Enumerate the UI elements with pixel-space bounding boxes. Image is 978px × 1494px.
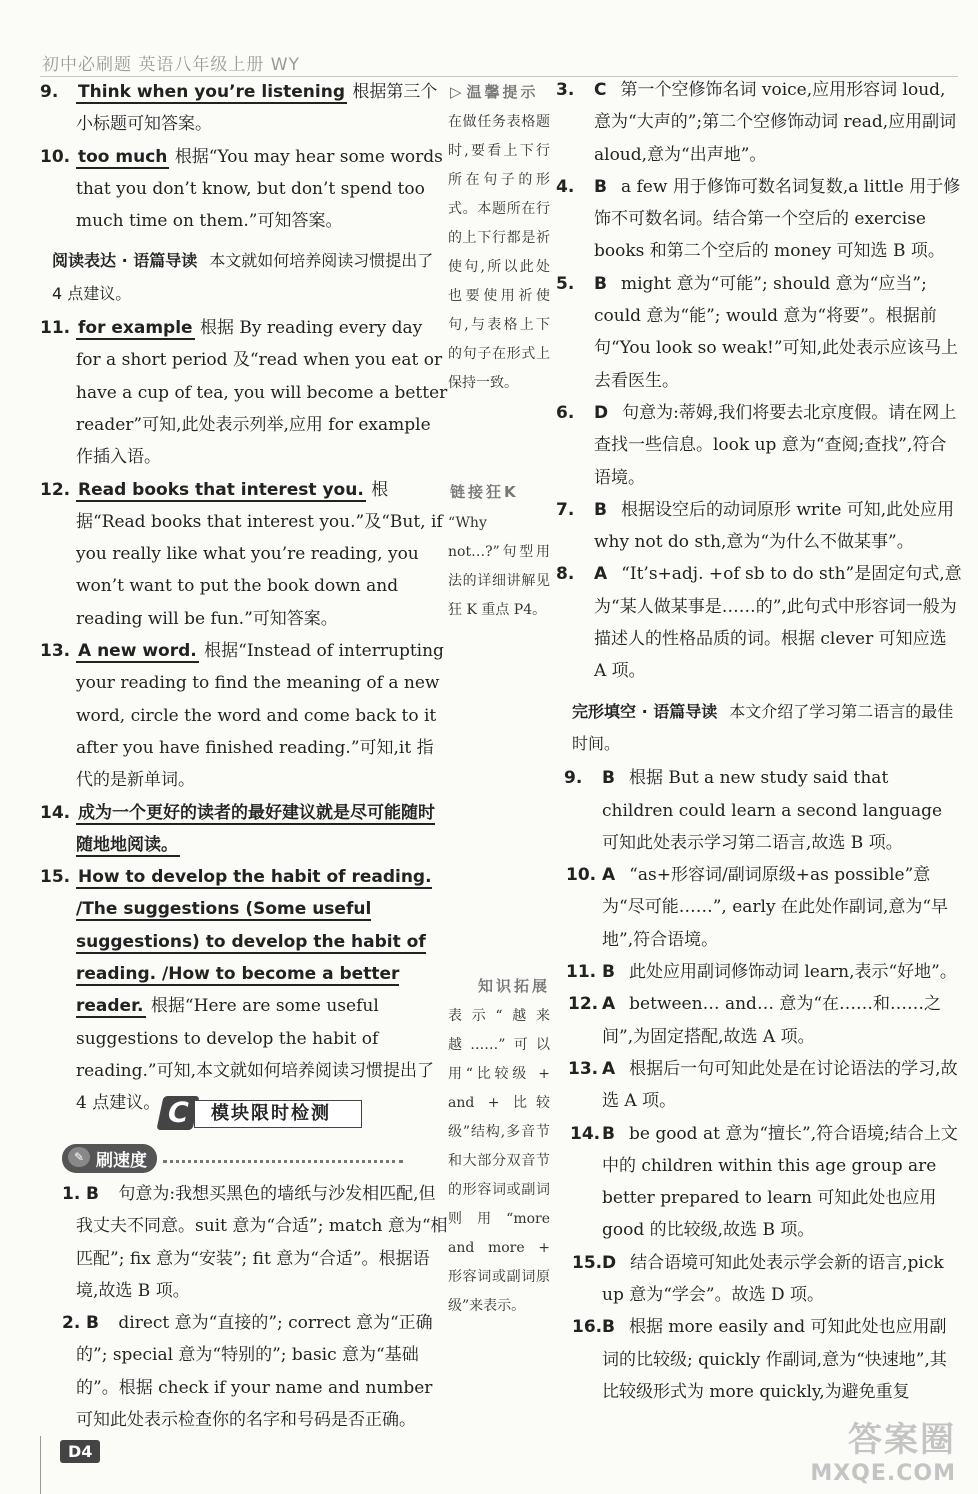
tip-knowledge-text: 表示“越来越……”可以用“比较级 + and + 比较级”结构,多音节和大部分双音节的形容词或副词则用“more and more + 形容词或副词原级”来表示。 [448, 1007, 550, 1314]
item-answer: B [594, 499, 607, 520]
item-explanation: 根据“You may hear some words that you don’t know, but don’t spend too much time on them.”可知答案。 [76, 146, 443, 232]
tips-column [448, 76, 550, 1321]
tip-heading-knowledge: 知识拓展 [477, 976, 550, 995]
answer-item-12 [40, 474, 448, 635]
answer-item-15 [40, 861, 448, 1119]
answer-item-r6: 6. D 句意为:蒂姆,我们将要去北京度假。请在网上查找一些信息。look up 意为“查阅;查找”,符合语境。 [556, 402, 957, 488]
section-text: 本文就如何培养阅读习惯提出了 4 点建议。 [52, 251, 434, 303]
answer-item-13 [40, 635, 448, 796]
item-answer: 成为一个更好的读者的最好建议就是尽可能随时随地地阅读。 [76, 802, 435, 855]
item-answer: A [602, 994, 616, 1015]
item-answer: How to develop the habit of reading. /The suggestions (Some useful suggestions) to develop the habit of reading. /How to become a better reader. [76, 867, 432, 1017]
right-column [556, 74, 962, 1408]
item-explanation: 根据“Read books that interest you.”及“But, if you really like what you’re reading, you won’t want to put the book down and reading will be fun.”可知答案。 [76, 479, 443, 629]
tip-warm-text: 在做任务表格题时,要看上下行所在句子的形式。本题所在行的上下行都是祈使句,所以此处也要使用祈使句,与表格上下的句子在形式上保持一致。 [448, 114, 550, 392]
answer-item-r15: 15. D 结合语境可知此处表示学会新的语言,pick up 意为“学会”。故选 D 项。 [572, 1252, 944, 1305]
item-answer: A [594, 564, 608, 585]
answer-item-1 [40, 1178, 448, 1307]
page-number: D4 [60, 1440, 100, 1463]
item-answer: B [86, 1184, 99, 1204]
tip-link-text: “Why not…?”句型用法的详细讲解见狂 K 重点 P4。 [448, 514, 550, 618]
answer-item-r4: 4. B a few 用于修饰可数名词复数,a little 用于修饰不可数名词。结合第一个空后的 exercise books 和第二个空后的 money 可知选 B 项。 [556, 176, 961, 262]
item-explanation: “It’s+adj. +of sb to do sth”是固定句式,意为“某人做某事是……的”,此句式中形容词一般为描述人的性格品质的词。根据 clever 可知应选 A 项。 [594, 564, 962, 682]
dotted-rule [163, 1160, 403, 1163]
item-explanation: 第一个空修饰名词 voice,应用形容词 loud,意为“大声的”;第二个空修饰动词 read,应用副词 aloud,意为“出声地”。 [594, 80, 957, 165]
item-explanation: might 意为“可能”; should 意为“应当”; could 意为“能”; would 意为“将要”。根据前句“You look so weak!”可知,此处表示应该马上去看医生。 [594, 273, 958, 391]
item-answer: B [602, 1123, 615, 1144]
item-number: 9. [40, 82, 59, 102]
item-number: 11. [40, 318, 71, 339]
item-explanation: 根据后一句可知此处是在讨论语法的学习,故选 A 项。 [602, 1058, 958, 1112]
answer-item-r12: 12. A between… and… 意为“在……和……之间”,为固定搭配,故选 A 项。 [568, 994, 942, 1047]
answer-item-r8: 8. A “It’s+adj. +of sb to do sth”是固定句式,意为“某人做某事是……的”,此句式中形容词一般为描述人的性格品质的词。根据 clever 可知应选 A 项。 [556, 564, 962, 682]
cloze-section-intro [572, 696, 962, 761]
module-title: 模块限时检测 [194, 1100, 362, 1128]
item-explanation: 句意为:我想买黑色的墙纸与沙发相匹配,但我丈夫不同意。suit 意为“合适”; match 意为“相匹配”; fix 意为“安装”; fit 意为“合适”。根据语境,故选 B 项。 [76, 1184, 448, 1301]
item-answer: Think when you’re listening [78, 82, 345, 102]
speed-icon: ✎ [68, 1147, 90, 1167]
watermark-url: MXQE.COM [810, 1461, 956, 1486]
item-answer: for example [78, 318, 193, 339]
item-answer: A [602, 1058, 616, 1079]
item-explanation: 根据“Instead of interrupting your reading to find the meaning of a new word, circle the word and come back to it after you have finished reading.”可知,it 指代的是新单词。 [76, 641, 444, 791]
section-label: 完形填空 · 语篇导读 [572, 701, 718, 721]
item-explanation: a few 用于修饰可数名词复数,a little 用于修饰不可数名词。结合第一个空后的 exercise books 和第二个空后的 money 可知选 B 项。 [594, 176, 961, 262]
book-header: 初中必刷题 英语八年级上册 WY [42, 55, 301, 75]
reading-section-intro [52, 245, 448, 310]
item-explanation: 句意为:蒂姆,我们将要去北京度假。请在网上查找一些信息。look up 意为“查阅;查找”,符合语境。 [594, 402, 957, 488]
item-explanation: 根据 But a new study said that children could learn a second language 可知此处表示学习第二语言,故选 B 项。 [602, 768, 943, 853]
item-answer: Read books that interest you. [78, 479, 364, 500]
answer-item-r14: 14. B be good at 意为“擅长”,符合语境;结合上文中的 children within this age group are better prepared to learn 可知此处也应用 good 的比较级,故选 B 项。 [570, 1123, 958, 1241]
answer-item-9 [40, 76, 448, 141]
triangle-icon: ▷ [450, 83, 465, 101]
answer-item-10 [40, 141, 448, 238]
module-c-icon: C [156, 1096, 199, 1130]
answer-item-14 [40, 797, 448, 862]
item-answer: C [594, 80, 607, 100]
answer-item-2 [40, 1307, 448, 1436]
speed-badge [62, 1144, 157, 1173]
left-column-lower [40, 1178, 448, 1436]
item-answer: too much [78, 146, 168, 167]
tip-heading-warm: ▷ 温馨提示 [450, 83, 539, 101]
item-explanation: 结合语境可知此处表示学会新的语言,pick up 意为“学会”。故选 D 项。 [602, 1252, 944, 1305]
item-number: 1. [62, 1184, 81, 1204]
item-explanation: 根据设空后的动词原形 write 可知,此处应用 why not do sth,意为“为什么不做某事”。 [594, 499, 955, 553]
answer-item-r7: 7. B 根据设空后的动词原形 write 可知,此处应用 why not do sth,意为“为什么不做某事”。 [556, 499, 955, 553]
item-explanation: 根据 more easily and 可知此处也应用副词的比较级; quickly 作副词,意为“快速地”,其比较级形式为 more quickly,为避免重复 [602, 1317, 947, 1402]
item-number: 15. [40, 867, 71, 888]
answer-item-r11: 11. B 此处应用副词修饰动词 learn,表示“好地”。 [566, 962, 957, 983]
item-number: 12. [40, 479, 71, 500]
item-answer: A new word. [78, 641, 197, 662]
speed-section-header [62, 1144, 403, 1172]
section-label: 阅读表达 · 语篇导读 [52, 251, 198, 271]
left-column [40, 76, 448, 1120]
item-explanation: between… and… 意为“在……和……之间”,为固定搭配,故选 A 项。 [602, 994, 942, 1047]
item-answer: D [602, 1252, 617, 1273]
item-explanation: “as+形容词/副词原级+as possible”意为“尽可能……”, early 在此处作副词,意为“早地”,符合语境。 [602, 865, 949, 950]
item-answer: A [602, 865, 616, 886]
item-explanation: direct 意为“直接的”; correct 意为“正确的”; special 意为“特别的”; basic 意为“基础的”。根据 check if your name and number 可知此处表示检查你的名字和号码是否正确。 [76, 1313, 433, 1431]
answer-item-r5: 5. B might 意为“可能”; should 意为“应当”; could 意为“能”; would 意为“将要”。根据前句“You look so weak!”可知,此处表示应该马上去看医生。 [556, 273, 958, 391]
item-explanation: 根据第三个小标题可知答案。 [76, 82, 438, 135]
item-answer: B [594, 273, 607, 294]
item-answer: B [602, 1317, 615, 1338]
section-text: 本文介绍了学习第二语言的最佳时间。 [572, 701, 954, 753]
page-corner-rule [40, 1436, 61, 1494]
answer-item-11 [40, 312, 448, 473]
item-explanation: 此处应用副词修饰动词 learn,表示“好地”。 [628, 962, 957, 983]
tip-heading-link: 链接狂K [450, 483, 519, 502]
answer-item-r10: 10. A “as+形容词/副词原级+as possible”意为“尽可能……”, early 在此处作副词,意为“早地”,符合语境。 [566, 865, 949, 950]
module-banner [160, 1096, 360, 1130]
answer-item-r3: 3. C 第一个空修饰名词 voice,应用形容词 loud,意为“大声的”;第二个空修饰动词 read,应用副词 aloud,意为“出声地”。 [556, 80, 957, 165]
item-number: 10. [40, 146, 71, 167]
item-number: 14. [40, 802, 71, 823]
item-number: 2. [62, 1313, 81, 1334]
item-answer: B [602, 962, 615, 983]
answer-item-r16: 16. B 根据 more easily and 可知此处也应用副词的比较级; quickly 作副词,意为“快速地”,其比较级形式为 more quickly,为避免重复 [572, 1317, 947, 1402]
item-answer: D [594, 402, 609, 423]
answer-item-r9: 9. B 根据 But a new study said that children could learn a second language 可知此处表示学习第二语言,故选 B 项。 [564, 768, 943, 853]
item-number: 13. [40, 641, 71, 662]
watermark-title: 答案圈 [848, 1420, 956, 1460]
item-explanation: 根据 By reading every day for a short period 及“read when you eat or have a cup of tea, you will become a better reader”可知,此处表示列举,应用 for example 作插入语。 [76, 318, 448, 468]
item-answer: B [86, 1313, 99, 1334]
item-answer: B [594, 176, 607, 197]
answer-item-r13: 13. A 根据后一句可知此处是在讨论语法的学习,故选 A 项。 [568, 1058, 958, 1112]
speed-label: 刷速度 [96, 1151, 147, 1171]
site-watermark [810, 1412, 956, 1486]
item-explanation: be good at 意为“擅长”,符合语境;结合上文中的 children within this age group are better prepared to learn 可知此处也应用 good 的比较级,故选 B 项。 [602, 1123, 958, 1241]
item-answer: B [602, 768, 615, 789]
item-explanation: 根据“Here are some useful suggestions to develop the habit of reading.”可知,本文就如何培养阅读习惯提出了 4 点建议。 [76, 996, 434, 1114]
